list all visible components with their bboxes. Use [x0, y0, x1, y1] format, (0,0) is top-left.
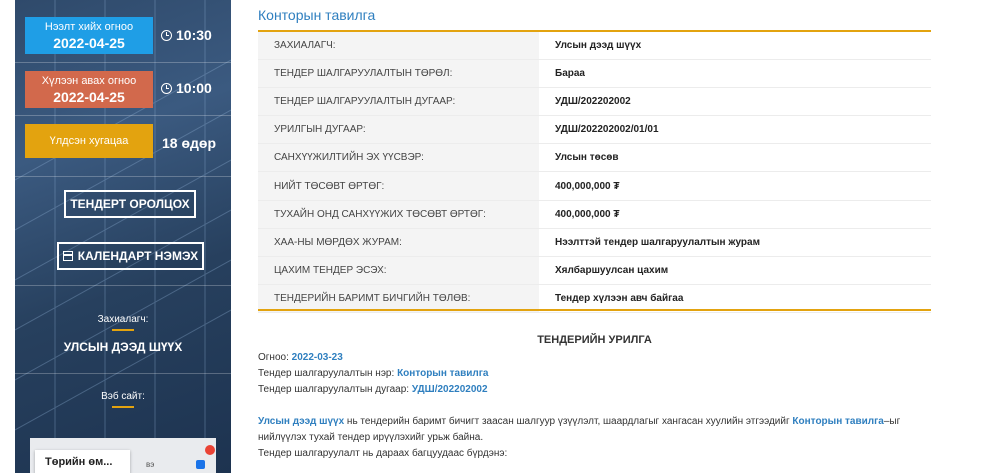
divider: [15, 176, 231, 177]
map-place-name: Төрийн өм...: [45, 456, 113, 468]
table-row: [258, 144, 931, 172]
tender-name-link[interactable]: Конторын тавилга: [397, 368, 489, 379]
tender-number-label: Тендер шалгаруулалтын дугаар:: [258, 384, 410, 395]
table-bottom-border: [258, 309, 931, 311]
buyer-link[interactable]: Улсын дээд шүүх: [258, 416, 345, 427]
invitation-number-line: [258, 382, 931, 398]
row-key: ЦАХИМ ТЕНДЕР ЭСЭХ:: [258, 257, 539, 285]
table-row: [258, 116, 931, 144]
row-key: ТЕНДЕРИЙН БАРИМТ БИЧГИЙН ТӨЛӨВ:: [258, 285, 539, 313]
table-row: [258, 257, 931, 285]
tender-name-label: Тендер шалгаруулалтын нэр:: [258, 368, 395, 379]
map-pin-icon: [205, 445, 215, 455]
row-value: Тендер хүлээн авч байгаа: [539, 285, 931, 313]
buyer-underline: [112, 329, 134, 331]
row-value: УДШ/202202002: [539, 87, 931, 115]
row-key: ТЕНДЕР ШАЛГАРУУЛАЛТЫН ТӨРӨЛ:: [258, 59, 539, 87]
open-time-value: 10:30: [176, 27, 212, 43]
table-row: [258, 31, 931, 59]
invitation-date-line: [258, 350, 931, 366]
remaining-time-card: [25, 124, 153, 158]
row-value: Улсын төсөв: [539, 144, 931, 172]
row-value: Нээлттэй тендер шалгаруулалтын журам: [539, 228, 931, 256]
row-value: Хялбаршуулсан цахим: [539, 257, 931, 285]
table-row: [258, 200, 931, 228]
page-title: Конторын тавилга: [258, 7, 376, 23]
location-map[interactable]: [30, 438, 216, 473]
row-value: УДШ/202202002/01/01: [539, 116, 931, 144]
open-date-label: Нээлт хийх огноо: [44, 21, 134, 33]
invitation-name-line: [258, 366, 931, 382]
close-date-value: 2022-04-25: [53, 89, 125, 105]
row-key: САНХҮҮЖИЛТИЙН ЭХ ҮҮСВЭР:: [258, 144, 539, 172]
invitation-paragraph: [258, 414, 931, 446]
website-label: Вэб сайт:: [101, 391, 145, 402]
remaining-time-label: Үлдсэн хугацаа: [49, 135, 129, 147]
date-label: Огноо:: [258, 352, 289, 363]
row-key: НИЙТ ТӨСӨВТ ӨРТӨГ:: [258, 172, 539, 200]
divider: [15, 62, 231, 63]
bus-stop-icon: [196, 460, 205, 469]
close-time: [161, 80, 231, 96]
divider: [15, 115, 231, 116]
remaining-days: 18 өдөр: [162, 135, 217, 151]
row-value: 400,000,000 ₮: [539, 200, 931, 228]
buyer-label: Захиалагч:: [97, 314, 149, 325]
row-value: Бараа: [539, 59, 931, 87]
calendar-icon: [63, 251, 73, 261]
invitation-title: ТЕНДЕРИЙН УРИЛГА: [537, 334, 652, 346]
close-date-label: Хүлээн авах огноо: [41, 75, 137, 87]
row-key: ЗАХИАЛАГЧ:: [258, 31, 539, 59]
table-row: [258, 172, 931, 200]
lots-intro: Тендер шалгаруулалт нь дараах багцуудаас бүрдэнэ:: [258, 448, 508, 459]
tender-info-table: [258, 30, 931, 313]
row-value: 400,000,000 ₮: [539, 172, 931, 200]
row-value: Улсын дээд шүүх: [539, 31, 931, 59]
join-tender-button[interactable]: [64, 190, 196, 218]
open-date-value: 2022-04-25: [53, 35, 125, 51]
clock-icon: [161, 83, 172, 94]
divider: [15, 373, 231, 374]
map-place-card[interactable]: [35, 450, 130, 473]
close-time-value: 10:00: [176, 80, 212, 96]
join-tender-label: ТЕНДЕРТ ОРОЛЦОХ: [70, 197, 190, 211]
website-underline: [112, 406, 134, 408]
table-row: [258, 228, 931, 256]
row-key: ТЕНДЕР ШАЛГАРУУЛАЛТЫН ДУГААР:: [258, 87, 539, 115]
table-row: [258, 59, 931, 87]
sidebar: [15, 0, 231, 473]
open-date-card: [25, 17, 153, 54]
row-key: ХАА-НЫ МӨРДӨХ ЖУРАМ:: [258, 228, 539, 256]
item-link[interactable]: Конторын тавилга: [792, 416, 884, 427]
date-value: 2022-03-23: [291, 352, 343, 363]
map-street-label: вэ: [146, 460, 155, 469]
clock-icon: [161, 30, 172, 41]
open-time: [161, 27, 231, 43]
table-row: [258, 87, 931, 115]
tender-number-link[interactable]: УДШ/202202002: [411, 384, 488, 395]
add-to-calendar-button[interactable]: [57, 242, 204, 270]
add-to-calendar-label: КАЛЕНДАРТ НЭМЭХ: [77, 249, 199, 263]
paragraph-text: нь тендерийн баримт бичигт заасан шалгуур үзүүлэлт, шаардлагыг хангасан хуулийн этгээдийг: [344, 416, 793, 427]
buyer-name: УЛСЫН ДЭЭД ШҮҮХ: [63, 340, 183, 354]
paragraph-end: –ыг нийлүүлэх тухай тендер ирүүлэхийг урьж байна.: [258, 416, 901, 443]
divider: [15, 285, 231, 286]
invitation-meta: [258, 350, 931, 398]
row-key: УРИЛГЫН ДУГААР:: [258, 116, 539, 144]
row-key: ТУХАЙН ОНД САНХҮҮЖИХ ТӨСӨВТ ӨРТӨГ:: [258, 200, 539, 228]
close-date-card: [25, 71, 153, 108]
